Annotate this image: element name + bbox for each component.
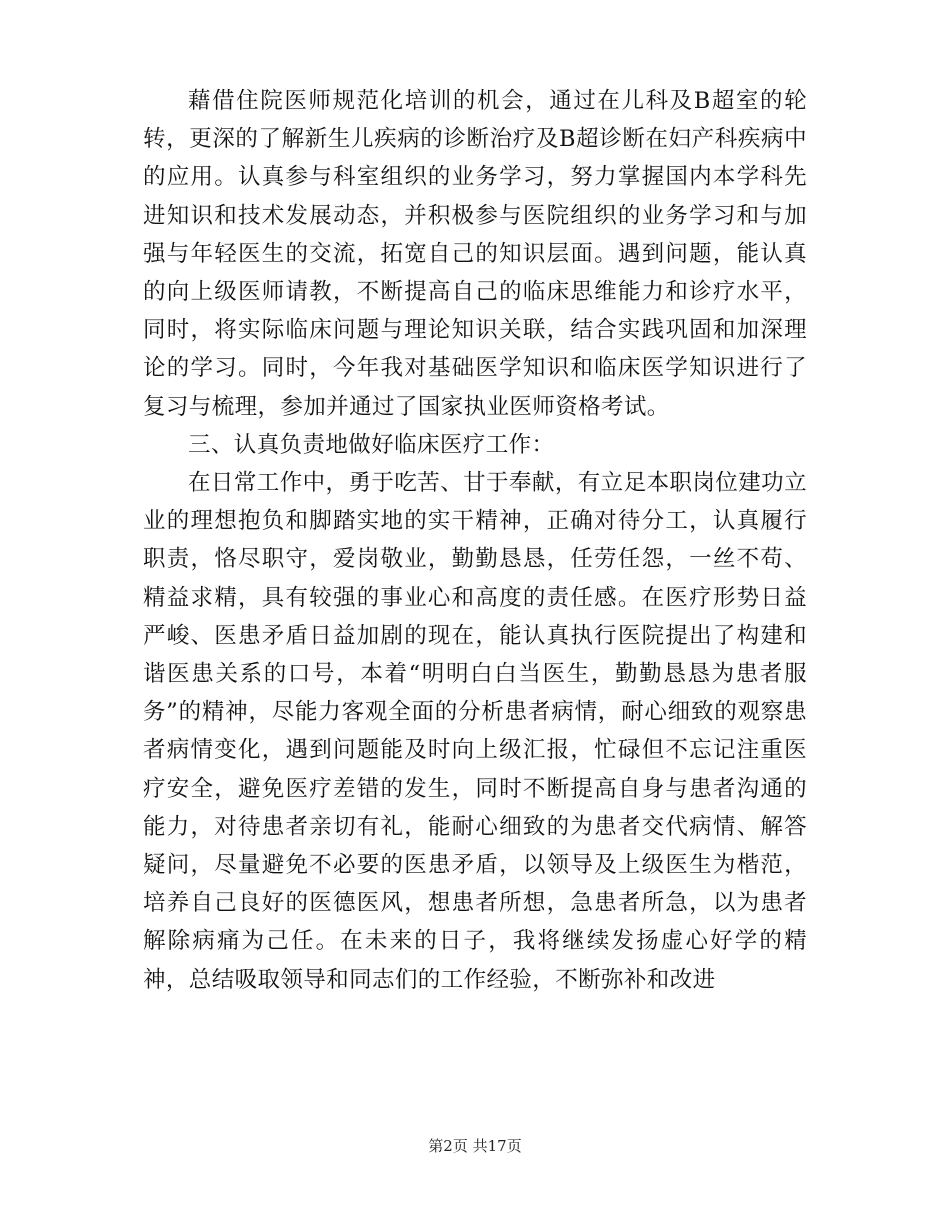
section-heading-3: 三、认真负责地做好临床医疗工作： bbox=[188, 431, 555, 458]
paragraph-training: 藉借住院医师规范化培训的机会，通过在儿科及B超室的轮转，更深的了解新生儿疾病的诊断治疗及B超诊断在妇产科疾病中的应用。认真参与科室组织的业务学习，努力掌握国内本学科先进知识和技术发展动态，并积极参与医院组织的业务学习和与加强与年轻医生的交流，拓宽自己的知识层面。遇到问题，能认真的向上级医师请教，不断提高自己的临床思维能力和诊疗水平，同时，将实际临床问题与理论知识关联，结合实践巩固和加深理论的学习。同时，今年我对基础医学知识和临床医学知识进行了复习与梳理，参加并通过了国家执业医师资格考试。 bbox=[143, 88, 807, 420]
page-number-footer: 第2页 共17页 bbox=[428, 1137, 522, 1155]
document-body bbox=[143, 82, 807, 999]
paragraph-clinical-work: 在日常工作中，勇于吃苦、甘于奉献，有立足本职岗位建功立业的理想抱负和脚踏实地的实干精神，正确对待分工，认真履行职责，恪尽职守，爱岗敬业，勤勤恳恳，任劳任怨，一丝不苟、精益求精，具有较强的事业心和高度的责任感。在医疗形势日益严峻、医患矛盾日益加剧的现在，能认真执行医院提出了构建和谐医患关系的口号，本着“明明白白当医生，勤勤恳恳为患者服务”的精神，尽能力客观全面的分析患者病情，耐心细致的观察患者病情变化，遇到问题能及时向上级汇报，忙碌但不忘记注重医疗安全，避免医疗差错的发生，同时不断提高自身与患者沟通的能力，对待患者亲切有礼，能耐心细致的为患者交代病情、解答疑问，尽量避免不必要的医患矛盾，以领导及上级医生为楷范，培养自己良好的医德医风，想患者所想，急患者所急，以为患者解除病痛为己任。在未来的日子，我将继续发扬虚心好学的精神，总结吸取领导和同志们的工作经验，不断弥补和改进 bbox=[143, 470, 807, 993]
